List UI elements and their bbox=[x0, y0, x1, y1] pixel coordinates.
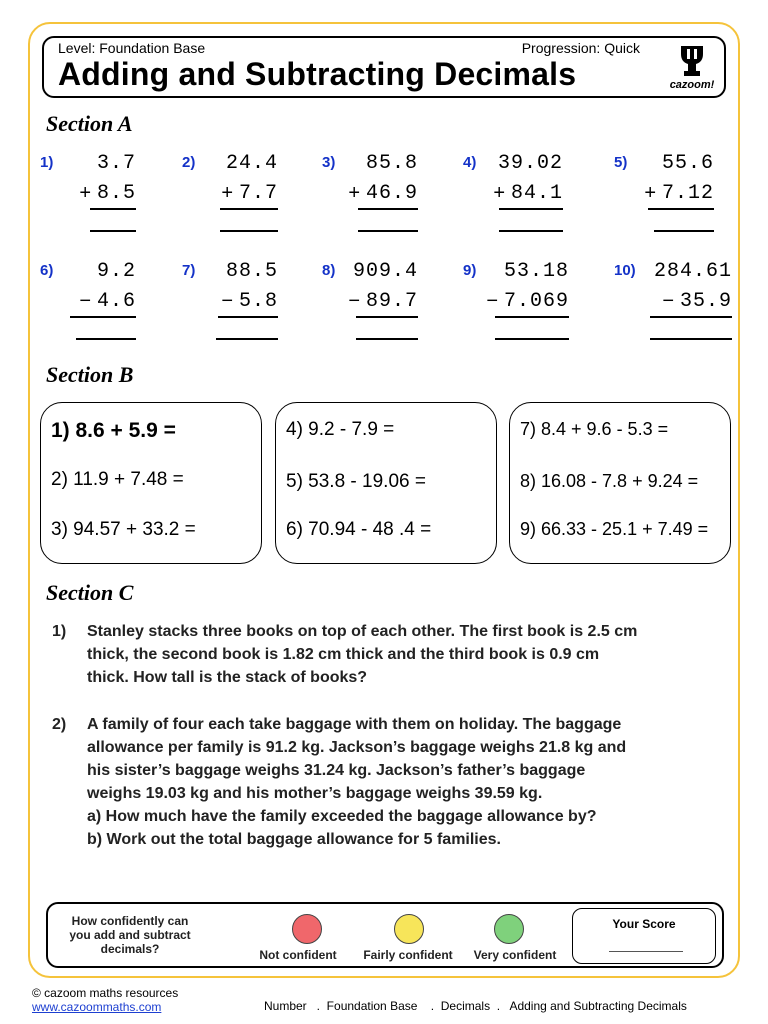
level-label: Level: Foundation Base bbox=[58, 40, 206, 56]
sum-line bbox=[495, 316, 569, 318]
question-operator: + bbox=[348, 182, 360, 204]
question-line: allowance per family is 91.2 kg. Jackson’s baggage weighs 21.8 kg and bbox=[87, 739, 627, 756]
section-b-item: 6) 70.94 - 48 .4 = bbox=[286, 519, 432, 540]
column-question bbox=[614, 260, 732, 360]
question-line: thick, the second book is 1.82 cm thick and the third book is 0.9 cm bbox=[87, 646, 600, 663]
logo-text: cazoom! bbox=[669, 79, 715, 91]
question-top-number: 39.02 bbox=[497, 152, 563, 175]
website-link[interactable]: www.cazoommaths.com bbox=[32, 1000, 162, 1014]
sum-line bbox=[650, 316, 732, 318]
question-line: A family of four each take baggage with them on holiday. The baggage bbox=[87, 716, 622, 733]
sum-line bbox=[220, 208, 278, 210]
sum-line bbox=[70, 316, 136, 318]
column-question bbox=[463, 260, 569, 360]
fairly-confident-circle[interactable] bbox=[394, 914, 424, 944]
section-b-item: 1) 8.6 + 5.9 = bbox=[51, 419, 176, 442]
column-question bbox=[182, 152, 278, 252]
not-confident-circle[interactable] bbox=[292, 914, 322, 944]
question-top-number: 284.61 bbox=[653, 260, 732, 283]
answer-line[interactable] bbox=[76, 338, 136, 340]
section-b-item: 5) 53.8 - 19.06 = bbox=[286, 471, 426, 492]
page-title: Adding and Subtracting Decimals bbox=[58, 56, 577, 92]
confidence-question: How confidently can you add and subtract decimals? bbox=[69, 914, 191, 956]
copyright-text: © cazoom maths resources bbox=[32, 986, 179, 1000]
worksheet-header bbox=[42, 36, 726, 98]
answer-line[interactable] bbox=[654, 230, 714, 232]
question-number: 2) bbox=[52, 716, 67, 733]
answer-line[interactable] bbox=[358, 230, 418, 232]
question-bottom-number: 89.7 bbox=[365, 290, 418, 313]
question-operator: + bbox=[493, 182, 505, 204]
question-operator: − bbox=[662, 290, 674, 312]
footer-url-wrapper bbox=[32, 1000, 161, 1014]
sum-line bbox=[218, 316, 278, 318]
section-b-title: Section B bbox=[46, 362, 134, 387]
progression-label: Progression: Quick bbox=[521, 40, 640, 56]
question-top-number: 3.7 bbox=[96, 152, 136, 175]
question-bottom-number: 5.8 bbox=[238, 290, 278, 313]
question-number: 10) bbox=[614, 262, 636, 279]
question-number: 2) bbox=[182, 154, 196, 171]
section-b-item: 3) 94.57 + 33.2 = bbox=[51, 519, 196, 540]
question-line: his sister’s baggage weighs 31.24 kg. Jackson’s father’s baggage bbox=[87, 762, 586, 779]
question-operator: − bbox=[79, 290, 91, 312]
question-operator: + bbox=[644, 182, 656, 204]
question-bottom-number: 7.069 bbox=[503, 290, 569, 313]
answer-line[interactable] bbox=[220, 230, 278, 232]
question-number: 3) bbox=[322, 154, 336, 171]
answer-line[interactable] bbox=[356, 338, 418, 340]
question-bottom-number: 46.9 bbox=[365, 182, 418, 205]
question-top-number: 9.2 bbox=[96, 260, 136, 283]
question-operator: − bbox=[221, 290, 233, 312]
question-top-number: 85.8 bbox=[365, 152, 418, 175]
fairly-confident-label: Fairly confident bbox=[363, 948, 453, 962]
section-b-item: 4) 9.2 - 7.9 = bbox=[286, 419, 395, 440]
question-bottom-number: 35.9 bbox=[679, 290, 732, 313]
answer-line[interactable] bbox=[216, 338, 278, 340]
section-b-item: 9) 66.33 - 25.1 + 7.49 = bbox=[520, 519, 709, 539]
question-bottom-number: 4.6 bbox=[96, 290, 136, 313]
question-operator: + bbox=[221, 182, 233, 204]
question-line: a) How much have the family exceeded the baggage allowance by? bbox=[87, 808, 597, 825]
section-c-title: Section C bbox=[46, 580, 134, 605]
question-top-number: 909.4 bbox=[352, 260, 418, 283]
question-bottom-number: 7.12 bbox=[661, 182, 714, 205]
very-confident-label: Very confident bbox=[473, 948, 557, 962]
column-question bbox=[182, 260, 278, 360]
sum-line bbox=[648, 208, 714, 210]
column-question bbox=[614, 152, 714, 252]
question-text bbox=[87, 713, 626, 851]
score-box bbox=[572, 908, 716, 964]
sum-line bbox=[358, 208, 418, 210]
not-confident-label: Not confident bbox=[259, 948, 337, 962]
question-bottom-number: 84.1 bbox=[510, 182, 563, 205]
answer-line[interactable] bbox=[650, 338, 732, 340]
question-number: 8) bbox=[322, 262, 336, 279]
column-question bbox=[322, 260, 418, 360]
section-b-box-2 bbox=[275, 402, 497, 564]
trophy-icon bbox=[679, 44, 705, 78]
question-top-number: 88.5 bbox=[225, 260, 278, 283]
question-number: 9) bbox=[463, 262, 477, 279]
very-confident-circle[interactable] bbox=[494, 914, 524, 944]
question-number: 1) bbox=[52, 623, 67, 640]
column-question bbox=[40, 152, 136, 252]
answer-line[interactable] bbox=[90, 230, 136, 232]
column-question bbox=[40, 260, 136, 360]
score-answer-line[interactable] bbox=[609, 951, 683, 952]
question-number: 5) bbox=[614, 154, 628, 171]
answer-line[interactable] bbox=[499, 230, 563, 232]
section-b-item: 8) 16.08 - 7.8 + 9.24 = bbox=[520, 471, 699, 491]
question-operator: − bbox=[348, 290, 360, 312]
question-number: 6) bbox=[40, 262, 54, 279]
question-operator: + bbox=[79, 182, 91, 204]
section-b-item: 2) 11.9 + 7.48 = bbox=[51, 469, 184, 490]
question-top-number: 55.6 bbox=[661, 152, 714, 175]
question-line: Stanley stacks three books on top of each other. The first book is 2.5 cm bbox=[87, 623, 638, 640]
question-bottom-number: 7.7 bbox=[238, 182, 278, 205]
column-question bbox=[322, 152, 418, 252]
sum-line bbox=[90, 208, 136, 210]
sum-line bbox=[356, 316, 418, 318]
question-number: 7) bbox=[182, 262, 196, 279]
question-top-number: 53.18 bbox=[503, 260, 569, 283]
question-line: b) Work out the total baggage allowance for 5 families. bbox=[87, 831, 501, 848]
question-text bbox=[87, 620, 637, 689]
sum-line bbox=[499, 208, 563, 210]
question-bottom-number: 8.5 bbox=[96, 182, 136, 205]
question-line: weighs 19.03 kg and his mother’s baggage weighs 39.59 kg. bbox=[87, 785, 543, 802]
question-top-number: 24.4 bbox=[225, 152, 278, 175]
cazoom-logo bbox=[666, 44, 718, 94]
section-b-box-3 bbox=[509, 402, 731, 564]
question-number: 4) bbox=[463, 154, 477, 171]
question-line: thick. How tall is the stack of books? bbox=[87, 669, 368, 686]
column-question bbox=[463, 152, 563, 252]
section-a-title: Section A bbox=[46, 111, 133, 136]
question-number: 1) bbox=[40, 154, 54, 171]
score-label: Your Score bbox=[612, 917, 676, 931]
question-operator: − bbox=[486, 290, 498, 312]
section-b-box-1 bbox=[40, 402, 262, 564]
section-b-item: 7) 8.4 + 9.6 - 5.3 = bbox=[520, 419, 669, 439]
answer-line[interactable] bbox=[495, 338, 569, 340]
confidence-panel bbox=[46, 902, 724, 968]
footer-breadcrumb: Number . Foundation Base . Decimals . Adding and Subtracting Decimals bbox=[264, 999, 687, 1013]
